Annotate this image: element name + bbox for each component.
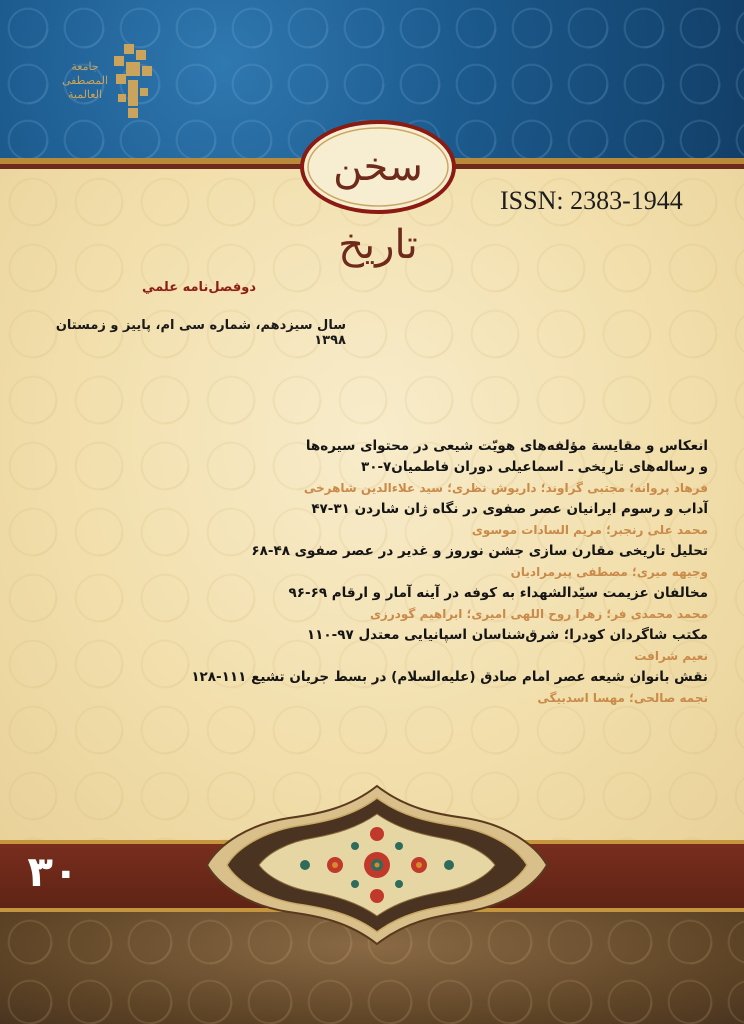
issue-line: سال سيزدهم، شماره سی ام، پاییز و زمستان ۱۳۹۸	[55, 318, 346, 348]
toc-authors: وجیهه میری؛ مصطفی پیرمرادیان	[510, 565, 708, 579]
toc-entry	[40, 583, 708, 625]
toc-authors: محمد علی رنجبر؛ مریم السادات موسوی	[471, 523, 708, 537]
toc-authors: نجمه صالحی؛ مهسا اسدبیگی	[537, 691, 708, 705]
table-of-contents	[40, 436, 708, 709]
toc-title: مکتب شاگردان کودرا؛ شرق‌شناسان اسپانیایی معتدل ۹۷-۱۱۰	[306, 627, 708, 643]
issue-number: ۳۰	[27, 847, 79, 896]
toc-title: تحلیل تاریخی مقارن سازی جشن نوروز و غدیر در عصر صفوی ۴۸-۶۸	[251, 543, 708, 559]
toc-entry	[40, 541, 708, 583]
publisher-name-line: جامعة	[71, 60, 99, 73]
issn-label: ISSN: 2383-1944	[500, 186, 683, 215]
toc-entry	[40, 499, 708, 541]
journal-title: سخن تاریخ	[333, 144, 423, 268]
toc-authors: محمد محمدی فر؛ زهرا روح اللهی امیری؛ ابراهیم گودرزی	[369, 607, 708, 621]
toc-title: آداب و رسوم ایرانیان عصر صفوی در نگاه ژان شاردن ۳۱-۴۷	[311, 501, 708, 517]
toc-entry	[40, 436, 708, 499]
publisher-logo-icon	[110, 44, 154, 120]
publisher-name-line: العالمية	[68, 88, 102, 101]
journal-type: دوفصل‌نامه علمي	[142, 280, 256, 295]
publisher-name-line: المصطفى	[61, 74, 108, 87]
toc-authors: نعیم شرافت	[634, 649, 708, 663]
toc-title: و رساله‌های تاریخی ـ اسماعیلی دوران فاطمیان۷-۳۰	[360, 459, 708, 475]
toc-title: انعکاس و مقایسة مؤلفه‌های هویّت شیعی در محتوای سیره‌ها	[305, 438, 708, 454]
toc-title: مخالفان عزیمت سیّدالشهداء به کوفه در آینه آمار و ارقام ۶۹-۹۶	[288, 585, 708, 601]
publisher-name	[62, 60, 108, 102]
toc-entry	[40, 625, 708, 667]
floral-ornament-icon	[205, 784, 549, 946]
toc-title: نقش بانوان شیعه عصر امام صادق (علیه‌السلام) در بسط جریان تشیع ۱۱۱-۱۲۸	[191, 669, 708, 685]
toc-entry	[40, 667, 708, 709]
toc-authors: فرهاد پروانه؛ مجتبی گراوند؛ داریوش نظری؛ سید علاءالدین شاهرخی	[303, 481, 708, 495]
